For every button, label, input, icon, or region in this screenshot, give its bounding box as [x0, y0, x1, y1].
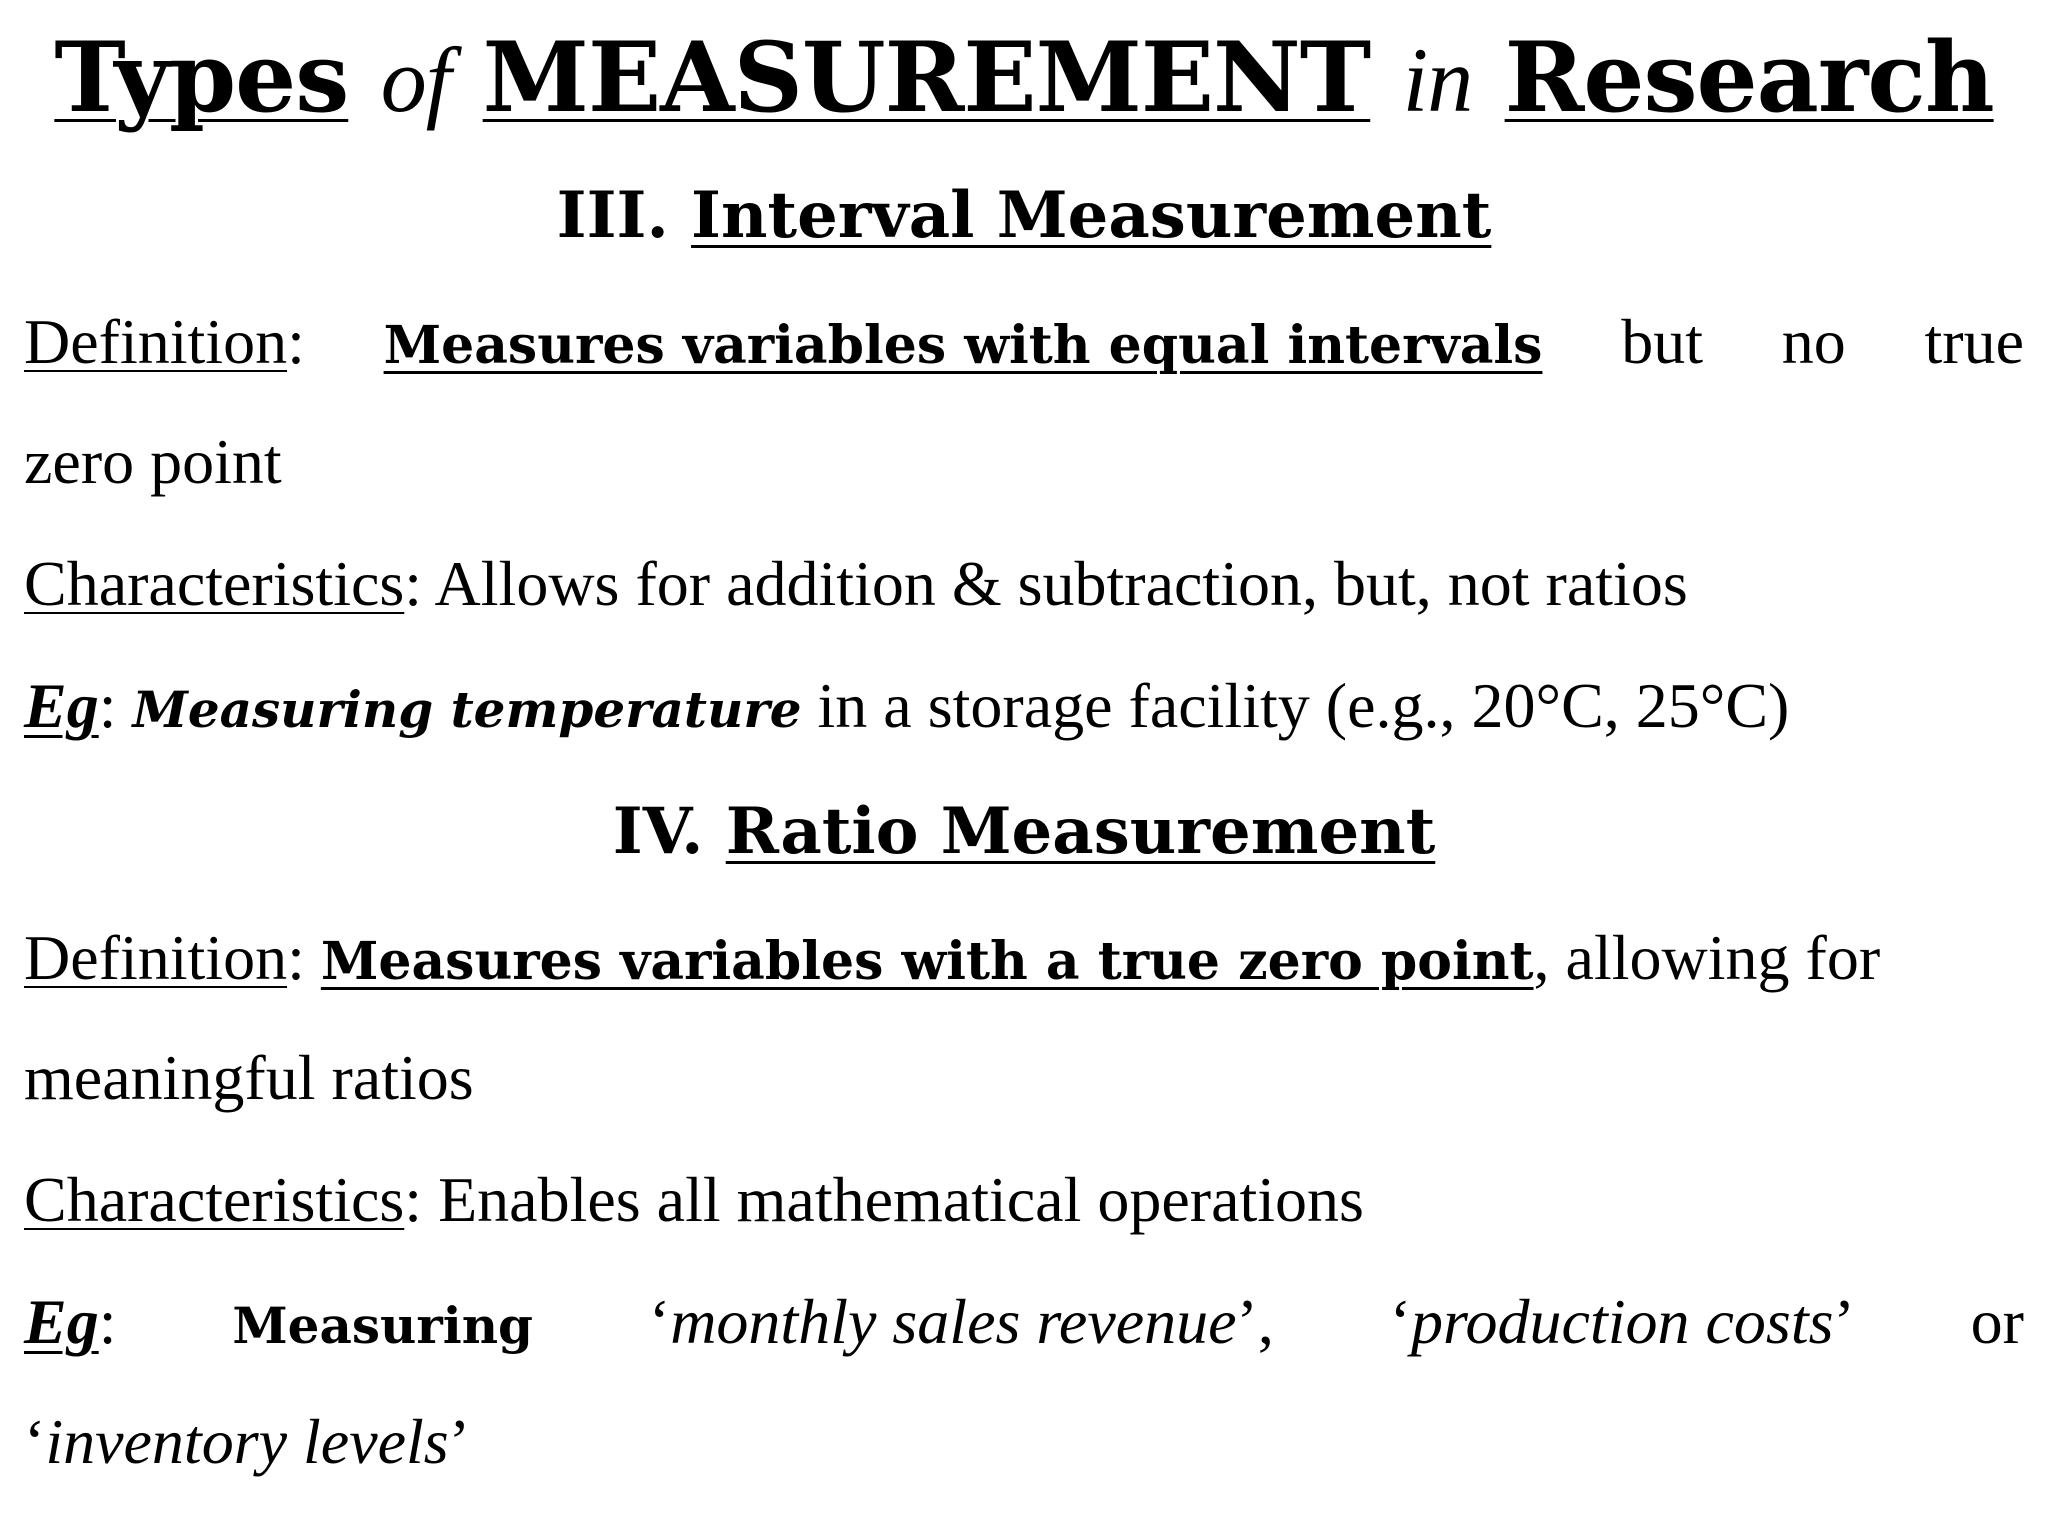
title-word-in: in [1402, 29, 1473, 131]
title-word-research: Research [1504, 21, 1994, 134]
title-word-of: of [380, 29, 451, 131]
definition-label: Definition [24, 306, 288, 377]
eg-label-group: Eg: [24, 1286, 117, 1357]
eg-item-1-group: ‘monthly sales revenue’, [648, 1286, 1274, 1357]
section-heading-interval [0, 176, 2048, 256]
characteristics-text: : Enables all mathematical operations [404, 1164, 1364, 1235]
page-title [0, 8, 2048, 150]
definition-word: but [1621, 306, 1703, 377]
section-title: Interval Measurement [691, 178, 1492, 253]
eg-bold-text: Measuring temperature [132, 680, 802, 739]
eg-or-word: or [1970, 1286, 2024, 1357]
title-word-types: Types [54, 21, 349, 134]
eg-bold-text: Measuring [232, 1296, 534, 1355]
eg-item-2-group: ‘production costs’ [1389, 1286, 1855, 1357]
interval-definition-line-2: zero point [24, 426, 282, 497]
eg-item-1: monthly sales revenue [670, 1286, 1237, 1357]
eg-label: Eg [24, 670, 99, 741]
definition-bold-text: Measures variables with equal intervals [383, 315, 1543, 376]
definition-bold-text: Measures variables with a true zero point [320, 931, 1534, 992]
eg-label: Eg [24, 1286, 99, 1357]
interval-definition-line [24, 302, 2024, 386]
definition-rest-text: , allowing for [1533, 922, 1881, 993]
interval-characteristics-line [24, 544, 2024, 624]
characteristics-text: : Allows for addition & subtraction, but, not ratios [404, 548, 1688, 619]
title-word-measurement: MEASUREMENT [482, 21, 1371, 134]
ratio-example-line [24, 1282, 2024, 1366]
ratio-example-line-2: ‘inventory levels’ [24, 1406, 470, 1477]
definition-label-group: Definition: [24, 306, 305, 377]
section-title: Ratio Measurement [725, 794, 1436, 869]
section-numeral: IV. [612, 794, 704, 869]
eg-item-3: inventory levels [45, 1406, 449, 1477]
interval-example-line: Eg: Measuring temperature in a storage facility (e.g., 20°C, 25°C) [24, 670, 1790, 741]
definition-word: no [1781, 306, 1846, 377]
eg-rest-text: in a storage facility (e.g., 20°C, 25°C) [801, 670, 1790, 741]
characteristics-label: Characteristics [24, 1164, 405, 1235]
section-numeral: III. [556, 178, 669, 253]
ratio-definition-line-2: meaningful ratios [24, 1042, 474, 1113]
characteristics-label: Characteristics [24, 548, 405, 619]
ratio-characteristics-line [24, 1160, 2024, 1240]
ratio-definition-line: Definition: Measures variables with a true zero point, allowing for [24, 922, 1881, 993]
section-heading-ratio [0, 792, 2048, 872]
eg-item-2: production costs [1411, 1286, 1834, 1357]
definition-label: Definition [24, 922, 288, 993]
definition-word: true [1924, 306, 2024, 377]
